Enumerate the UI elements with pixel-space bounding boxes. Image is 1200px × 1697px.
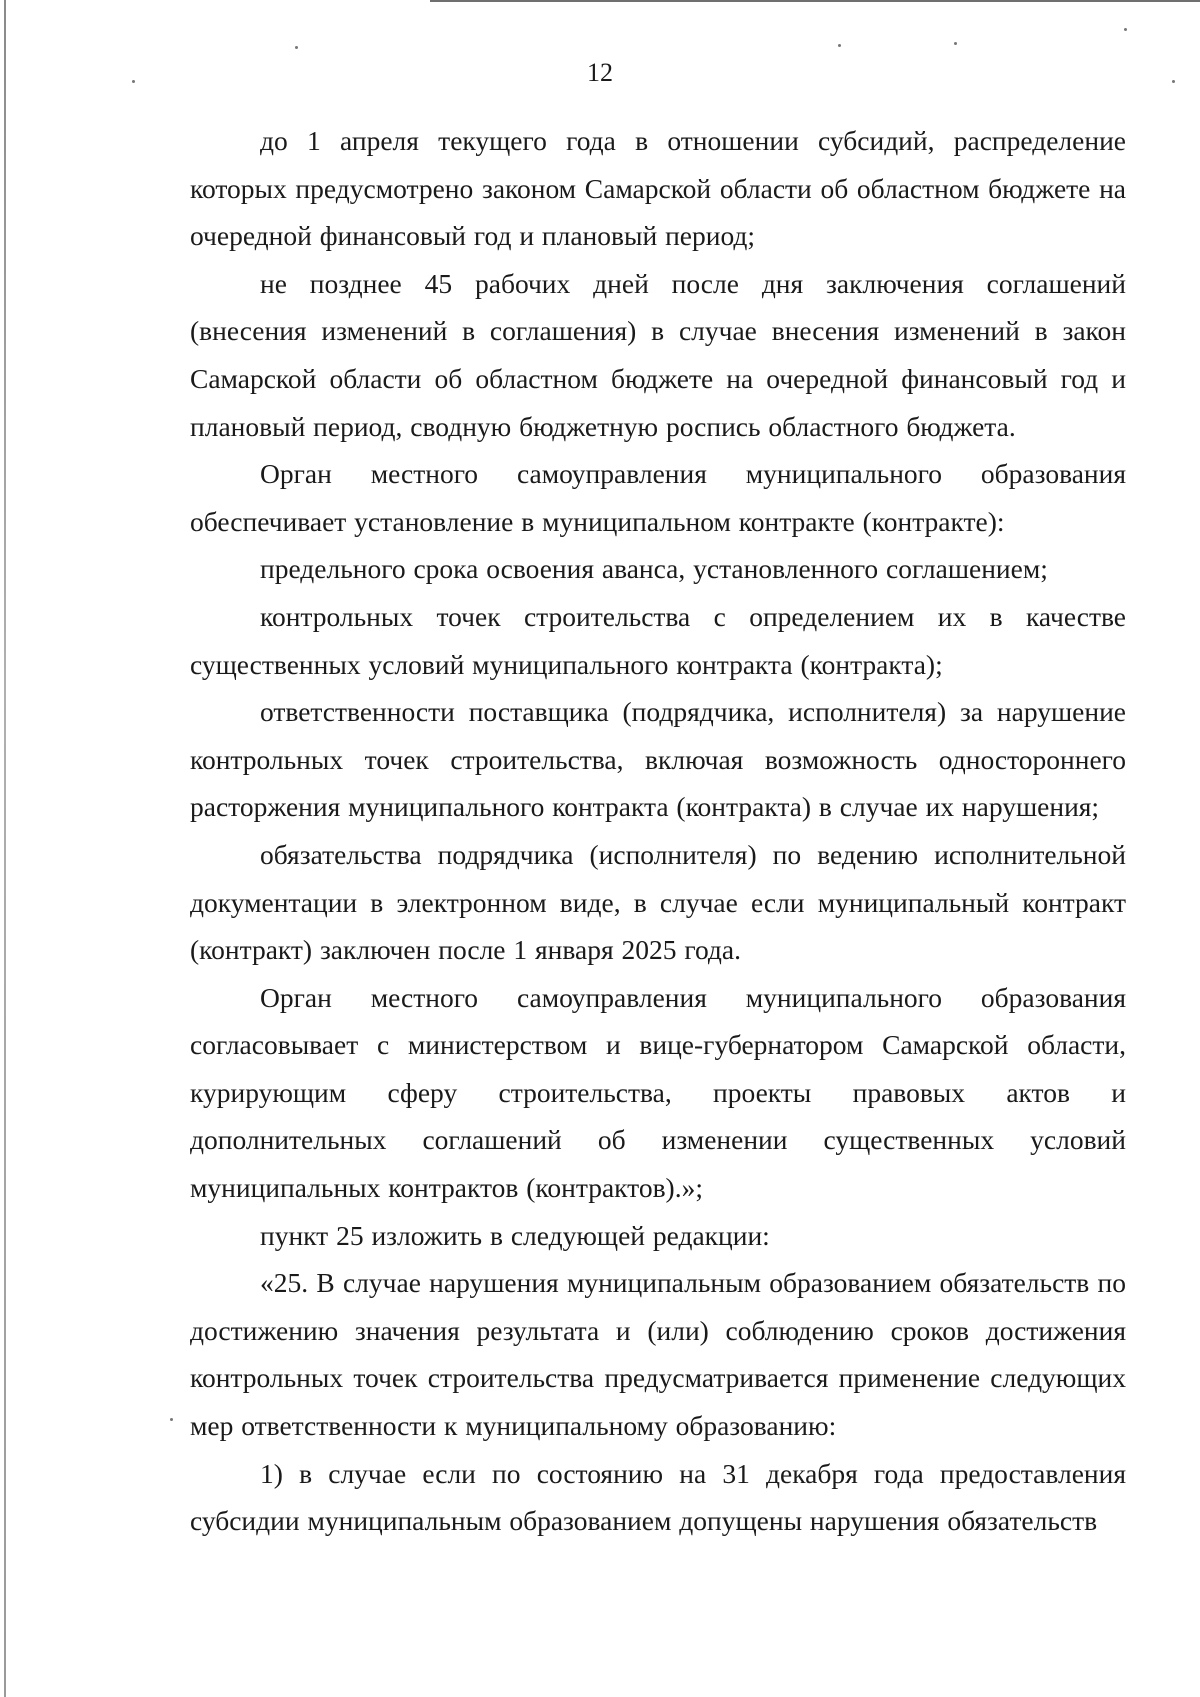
scan-top-edge [430,0,1200,2]
scan-speck [954,42,957,45]
paragraph: предельного срока освоения аванса, установленного соглашением; [260,553,1048,585]
paragraph: пункт 25 изложить в следующей редакции: [260,1219,770,1251]
scan-speck [1124,28,1127,31]
paragraph: Орган местного самоуправления муниципального образования согласовывает с министерством и вице-губернатором Самарской области, курирующим сферу строительства, проекты правовых актов и дополнительных соглашений об изменении существенных условий муниципальных контрактов (контрактов).»; [190,981,1126,1204]
paragraph: контрольных точек строительства с определением их в качестве существенных условий муниципального контракта (контракта); [190,600,1126,680]
scan-speck [838,44,841,47]
scan-left-edge [4,0,6,1697]
paragraph: 1) в случае если по состоянию на 31 декабря года предоставления субсидии муниципальным образованием допущены нарушения обязательств [190,1457,1126,1537]
paragraph: «25. В случае нарушения муниципальным образованием обязательств по достижению значения результата и (или) соблюдению сроков достижения контрольных точек строительства предусматривается применение следующих мер ответственности к муниципальному образованию: [190,1267,1126,1442]
page-number: 12 [587,58,613,87]
paragraph: Орган местного самоуправления муниципального образования обеспечивает установление в муниципальном контракте (контракте): [190,458,1126,537]
paragraph: обязательства подрядчика (исполнителя) по ведению исполнительной документации в электронном виде, в случае если муниципальный контракт (контракт) заключен после 1 января 2025 года. [190,838,1126,966]
document-text [190,117,1126,1545]
paragraph: не позднее 45 рабочих дней после дня заключения соглашений (внесения изменений в соглашения) в случае внесения изменений в закон Самарской области об областном бюджете на очередной финансовый год и плановый период, сводную бюджетную роспись областного бюджета. [190,267,1126,442]
scan-speck [295,46,298,49]
paragraph: до 1 апреля текущего года в отношении субсидий, распределение которых предусмотрено законом Самарской области об областном бюджете на очередной финансовый год и плановый период; [190,125,1126,252]
scan-speck [170,1418,173,1421]
paragraph: ответственности поставщика (подрядчика, исполнителя) за нарушение контрольных точек строительства, включая возможность одностороннего расторжения муниципального контракта (контракта) в случае их нарушения; [190,696,1126,823]
